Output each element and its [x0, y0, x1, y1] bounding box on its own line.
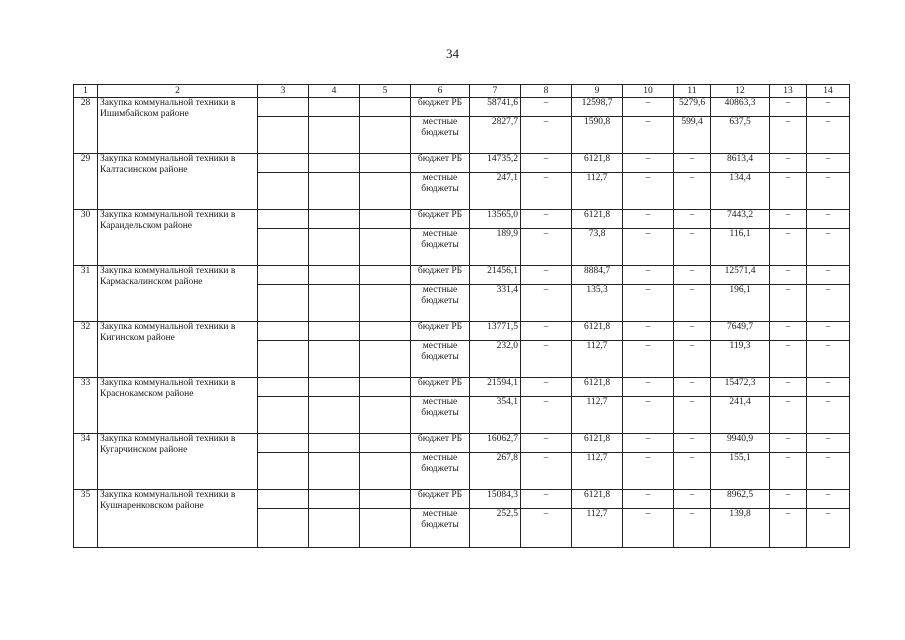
- value-cell-7: 232,0: [470, 341, 521, 378]
- value-cell-12: 134,4: [711, 173, 770, 210]
- empty-cell: [309, 434, 360, 453]
- value-cell-14: –: [807, 490, 850, 509]
- row-number: 33: [74, 378, 98, 434]
- value-cell-11: 599,4: [674, 117, 711, 154]
- value-cell-10: –: [623, 117, 674, 154]
- value-cell-11: –: [674, 285, 711, 322]
- measure-name: Закупка коммунальной техники в Краснокамском районе: [98, 378, 258, 434]
- value-cell-14: –: [807, 154, 850, 173]
- value-cell-11: –: [674, 173, 711, 210]
- empty-cell: [258, 434, 309, 453]
- value-cell-12: 8613,4: [711, 154, 770, 173]
- value-cell-10: –: [623, 434, 674, 453]
- value-cell-8: –: [521, 117, 572, 154]
- funding-source: бюджет РБ: [411, 434, 470, 453]
- empty-cell: [360, 229, 411, 266]
- value-cell-12: 196,1: [711, 285, 770, 322]
- value-cell-14: –: [807, 98, 850, 117]
- value-cell-13: –: [770, 117, 807, 154]
- value-cell-10: –: [623, 509, 674, 548]
- value-cell-8: –: [521, 98, 572, 117]
- funding-source: бюджет РБ: [411, 378, 470, 397]
- value-cell-11: –: [674, 378, 711, 397]
- measure-name: Закупка коммунальной техники в Кугарчинском районе: [98, 434, 258, 490]
- row-number: 35: [74, 490, 98, 548]
- value-cell-12: 8962,5: [711, 490, 770, 509]
- empty-cell: [258, 378, 309, 397]
- value-cell-13: –: [770, 453, 807, 490]
- value-cell-11: –: [674, 341, 711, 378]
- value-cell-10: –: [623, 378, 674, 397]
- value-cell-13: –: [770, 266, 807, 285]
- value-cell-12: 155,1: [711, 453, 770, 490]
- value-cell-11: –: [674, 154, 711, 173]
- empty-cell: [309, 341, 360, 378]
- empty-cell: [360, 285, 411, 322]
- value-cell-10: –: [623, 490, 674, 509]
- value-cell-8: –: [521, 434, 572, 453]
- value-cell-8: –: [521, 509, 572, 548]
- empty-cell: [258, 285, 309, 322]
- funding-source: бюджет РБ: [411, 490, 470, 509]
- value-cell-10: –: [623, 285, 674, 322]
- value-cell-14: –: [807, 117, 850, 154]
- value-cell-14: –: [807, 341, 850, 378]
- column-header: 2: [98, 85, 258, 98]
- measure-name: Закупка коммунальной техники в Ишимбайском районе: [98, 98, 258, 154]
- column-header: 9: [572, 85, 623, 98]
- empty-cell: [360, 397, 411, 434]
- table-row: [74, 490, 850, 509]
- value-cell-10: –: [623, 173, 674, 210]
- value-cell-14: –: [807, 378, 850, 397]
- value-cell-9: 135,3: [572, 285, 623, 322]
- value-cell-7: 21594,1: [470, 378, 521, 397]
- value-cell-9: 112,7: [572, 173, 623, 210]
- row-number: 34: [74, 434, 98, 490]
- funding-source: бюджет РБ: [411, 266, 470, 285]
- row-number: 30: [74, 210, 98, 266]
- value-cell-10: –: [623, 154, 674, 173]
- table-body: [74, 85, 850, 548]
- empty-cell: [258, 266, 309, 285]
- column-header: 12: [711, 85, 770, 98]
- value-cell-8: –: [521, 490, 572, 509]
- value-cell-12: 7649,7: [711, 322, 770, 341]
- empty-cell: [258, 397, 309, 434]
- value-cell-13: –: [770, 322, 807, 341]
- value-cell-11: –: [674, 397, 711, 434]
- empty-cell: [309, 229, 360, 266]
- budget-table: [73, 84, 850, 548]
- value-cell-8: –: [521, 378, 572, 397]
- empty-cell: [360, 117, 411, 154]
- value-cell-7: 354,1: [470, 397, 521, 434]
- value-cell-13: –: [770, 210, 807, 229]
- value-cell-10: –: [623, 98, 674, 117]
- table-row: [74, 154, 850, 173]
- page-number: 34: [446, 46, 459, 61]
- empty-cell: [309, 173, 360, 210]
- empty-cell: [360, 490, 411, 509]
- value-cell-14: –: [807, 322, 850, 341]
- column-header: 7: [470, 85, 521, 98]
- value-cell-7: 247,1: [470, 173, 521, 210]
- funding-source: бюджет РБ: [411, 154, 470, 173]
- column-header: 1: [74, 85, 98, 98]
- value-cell-13: –: [770, 154, 807, 173]
- column-header: 10: [623, 85, 674, 98]
- value-cell-13: –: [770, 434, 807, 453]
- value-cell-14: –: [807, 509, 850, 548]
- value-cell-7: 15084,3: [470, 490, 521, 509]
- value-cell-11: –: [674, 266, 711, 285]
- value-cell-13: –: [770, 490, 807, 509]
- value-cell-14: –: [807, 434, 850, 453]
- value-cell-10: –: [623, 322, 674, 341]
- empty-cell: [258, 322, 309, 341]
- funding-source: местные бюджеты: [411, 341, 470, 378]
- empty-cell: [258, 98, 309, 117]
- value-cell-13: –: [770, 229, 807, 266]
- row-number: 32: [74, 322, 98, 378]
- value-cell-11: –: [674, 434, 711, 453]
- value-cell-12: 119,3: [711, 341, 770, 378]
- empty-cell: [360, 434, 411, 453]
- value-cell-9: 112,7: [572, 397, 623, 434]
- value-cell-12: 139,8: [711, 509, 770, 548]
- column-header: 8: [521, 85, 572, 98]
- empty-cell: [258, 453, 309, 490]
- value-cell-8: –: [521, 453, 572, 490]
- value-cell-9: 112,7: [572, 341, 623, 378]
- value-cell-12: 116,1: [711, 229, 770, 266]
- row-number: 31: [74, 266, 98, 322]
- empty-cell: [360, 341, 411, 378]
- empty-cell: [309, 378, 360, 397]
- value-cell-13: –: [770, 285, 807, 322]
- empty-cell: [309, 117, 360, 154]
- value-cell-11: –: [674, 229, 711, 266]
- column-header: 5: [360, 85, 411, 98]
- empty-cell: [309, 210, 360, 229]
- value-cell-14: –: [807, 266, 850, 285]
- funding-source: местные бюджеты: [411, 285, 470, 322]
- value-cell-9: 6121,8: [572, 490, 623, 509]
- value-cell-12: 7443,2: [711, 210, 770, 229]
- value-cell-9: 112,7: [572, 453, 623, 490]
- column-header: 6: [411, 85, 470, 98]
- value-cell-8: –: [521, 266, 572, 285]
- value-cell-11: –: [674, 453, 711, 490]
- value-cell-12: 40863,3: [711, 98, 770, 117]
- empty-cell: [360, 509, 411, 548]
- value-cell-8: –: [521, 341, 572, 378]
- funding-source: местные бюджеты: [411, 397, 470, 434]
- value-cell-7: 21456,1: [470, 266, 521, 285]
- value-cell-14: –: [807, 210, 850, 229]
- value-cell-13: –: [770, 378, 807, 397]
- value-cell-7: 13771,5: [470, 322, 521, 341]
- value-cell-10: –: [623, 229, 674, 266]
- value-cell-14: –: [807, 397, 850, 434]
- value-cell-10: –: [623, 397, 674, 434]
- value-cell-12: 241,4: [711, 397, 770, 434]
- value-cell-11: 5279,6: [674, 98, 711, 117]
- value-cell-10: –: [623, 210, 674, 229]
- value-cell-10: –: [623, 266, 674, 285]
- value-cell-7: 14735,2: [470, 154, 521, 173]
- empty-cell: [258, 509, 309, 548]
- table-row: [74, 322, 850, 341]
- funding-source: местные бюджеты: [411, 117, 470, 154]
- empty-cell: [258, 154, 309, 173]
- empty-cell: [258, 490, 309, 509]
- value-cell-9: 12598,7: [572, 98, 623, 117]
- value-cell-12: 637,5: [711, 117, 770, 154]
- value-cell-12: 12571,4: [711, 266, 770, 285]
- empty-cell: [309, 285, 360, 322]
- value-cell-7: 58741,6: [470, 98, 521, 117]
- empty-cell: [360, 378, 411, 397]
- value-cell-12: 15472,3: [711, 378, 770, 397]
- measure-name: Закупка коммунальной техники в Кушнаренковском районе: [98, 490, 258, 548]
- table-row: [74, 98, 850, 117]
- empty-cell: [360, 453, 411, 490]
- value-cell-8: –: [521, 154, 572, 173]
- value-cell-14: –: [807, 453, 850, 490]
- empty-cell: [258, 210, 309, 229]
- value-cell-13: –: [770, 98, 807, 117]
- empty-cell: [360, 173, 411, 210]
- value-cell-8: –: [521, 173, 572, 210]
- measure-name: Закупка коммунальной техники в Калтасинском районе: [98, 154, 258, 210]
- column-header: 14: [807, 85, 850, 98]
- value-cell-7: 252,5: [470, 509, 521, 548]
- value-cell-8: –: [521, 285, 572, 322]
- empty-cell: [309, 453, 360, 490]
- empty-cell: [258, 229, 309, 266]
- value-cell-8: –: [521, 229, 572, 266]
- row-number: 28: [74, 98, 98, 154]
- value-cell-13: –: [770, 397, 807, 434]
- empty-cell: [360, 266, 411, 285]
- column-header: 3: [258, 85, 309, 98]
- column-header: 13: [770, 85, 807, 98]
- value-cell-9: 6121,8: [572, 378, 623, 397]
- value-cell-9: 6121,8: [572, 322, 623, 341]
- measure-name: Закупка коммунальной техники в Караидельском районе: [98, 210, 258, 266]
- value-cell-11: –: [674, 322, 711, 341]
- value-cell-9: 1590,8: [572, 117, 623, 154]
- column-header: 11: [674, 85, 711, 98]
- funding-source: бюджет РБ: [411, 210, 470, 229]
- value-cell-7: 16062,7: [470, 434, 521, 453]
- empty-cell: [309, 266, 360, 285]
- empty-cell: [309, 322, 360, 341]
- empty-cell: [360, 210, 411, 229]
- value-cell-13: –: [770, 173, 807, 210]
- empty-cell: [360, 322, 411, 341]
- value-cell-7: 189,9: [470, 229, 521, 266]
- value-cell-7: 2827,7: [470, 117, 521, 154]
- value-cell-9: 73,8: [572, 229, 623, 266]
- value-cell-14: –: [807, 285, 850, 322]
- value-cell-14: –: [807, 229, 850, 266]
- value-cell-7: 267,8: [470, 453, 521, 490]
- empty-cell: [309, 154, 360, 173]
- value-cell-13: –: [770, 509, 807, 548]
- empty-cell: [360, 98, 411, 117]
- value-cell-10: –: [623, 453, 674, 490]
- table-row: [74, 210, 850, 229]
- table-row: [74, 434, 850, 453]
- value-cell-9: 6121,8: [572, 154, 623, 173]
- value-cell-13: –: [770, 341, 807, 378]
- empty-cell: [309, 490, 360, 509]
- empty-cell: [258, 117, 309, 154]
- funding-source: местные бюджеты: [411, 453, 470, 490]
- table-row: [74, 266, 850, 285]
- funding-source: местные бюджеты: [411, 509, 470, 548]
- funding-source: местные бюджеты: [411, 173, 470, 210]
- value-cell-8: –: [521, 322, 572, 341]
- value-cell-9: 6121,8: [572, 210, 623, 229]
- value-cell-11: –: [674, 210, 711, 229]
- value-cell-11: –: [674, 509, 711, 548]
- measure-name: Закупка коммунальной техники в Кармаскалинском районе: [98, 266, 258, 322]
- value-cell-9: 112,7: [572, 509, 623, 548]
- measure-name: Закупка коммунальной техники в Кигинском районе: [98, 322, 258, 378]
- value-cell-14: –: [807, 173, 850, 210]
- empty-cell: [258, 341, 309, 378]
- empty-cell: [309, 509, 360, 548]
- value-cell-8: –: [521, 397, 572, 434]
- value-cell-12: 9940,9: [711, 434, 770, 453]
- funding-source: бюджет РБ: [411, 322, 470, 341]
- empty-cell: [258, 173, 309, 210]
- empty-cell: [309, 98, 360, 117]
- value-cell-10: –: [623, 341, 674, 378]
- column-header: 4: [309, 85, 360, 98]
- table-row: [74, 378, 850, 397]
- value-cell-7: 331,4: [470, 285, 521, 322]
- header-row: [74, 85, 850, 98]
- value-cell-9: 8884,7: [572, 266, 623, 285]
- value-cell-9: 6121,8: [572, 434, 623, 453]
- empty-cell: [309, 397, 360, 434]
- row-number: 29: [74, 154, 98, 210]
- value-cell-7: 13565,0: [470, 210, 521, 229]
- value-cell-11: –: [674, 490, 711, 509]
- value-cell-8: –: [521, 210, 572, 229]
- empty-cell: [360, 154, 411, 173]
- funding-source: бюджет РБ: [411, 98, 470, 117]
- funding-source: местные бюджеты: [411, 229, 470, 266]
